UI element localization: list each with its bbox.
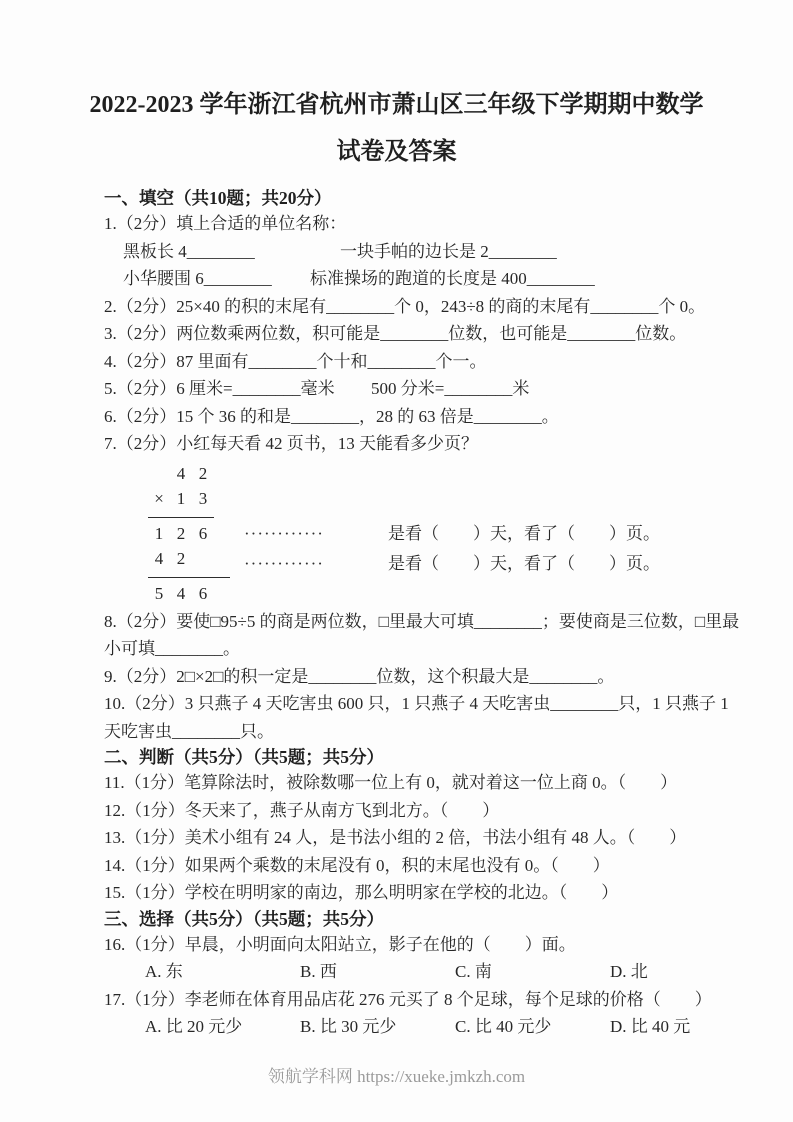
- digit-cell: [192, 545, 214, 573]
- digit-cell: [148, 460, 170, 488]
- section-heading-multiple-choice: 三、选择（共5分）（共5题；共5分）: [104, 908, 384, 929]
- question-16-option-a: A. 东: [145, 962, 183, 981]
- digit-cell: 4: [176, 464, 186, 483]
- question-1-row-2: [104, 265, 743, 293]
- question-1-blank-handkerchief: 一块手帕的边长是 2________: [340, 241, 557, 261]
- question-1-row-1: [104, 238, 743, 266]
- exam-content: [0, 176, 793, 1041]
- result-digits: [148, 580, 214, 608]
- multiplication-row-partial-1: [148, 518, 743, 548]
- partial-product-2-underline: [148, 545, 230, 578]
- multiply-sign: ×: [154, 489, 164, 508]
- question-6: 6.（2分）15 个 36 的和是________，28 的 63 倍是________。: [104, 406, 559, 426]
- digit-cell: 2: [176, 549, 186, 568]
- question-10: 10.（2分）3 只燕子 4 天吃害虫 600 只，1 只燕子 4 天吃害虫________只，1 只燕子 1 天吃害虫________只。: [104, 694, 729, 741]
- digit-cell: 3: [198, 489, 208, 508]
- question-14: 14.（1分）如果两个乘数的末尾没有 0，积的末尾也没有 0。（ ）: [104, 855, 610, 875]
- question-11: 11.（1分）笔算除法时，被除数哪一位上有 0，就对着这一位上商 0。（ ）: [104, 773, 678, 792]
- multiplier-digits: [148, 485, 214, 518]
- multiplication-row-partial-2: [148, 548, 743, 578]
- dotted-leader: ············: [244, 524, 324, 543]
- question-1: 1.（2分）填上合适的单位名称：: [104, 214, 347, 233]
- partial-product-2-digits: [148, 545, 214, 573]
- digit-cell: 6: [198, 524, 208, 543]
- question-5-cm-to-mm: 5.（2分）6 厘米=________毫米: [104, 379, 335, 398]
- digit-cell: 6: [198, 584, 208, 603]
- question-15: 15.（1分）学校在明明家的南边，那么明明家在学校的北边。（ ）: [104, 883, 619, 902]
- digit-cell: 1: [154, 524, 164, 543]
- question-16-option-d: D. 北: [610, 962, 648, 981]
- question-9: 9.（2分）2□×2□的积一定是________位数，这个积最大是________。: [104, 666, 615, 686]
- question-17-option-b: B. 比 30 元少: [300, 1017, 397, 1036]
- page-title-line-2: 试卷及答案: [336, 139, 457, 165]
- question-17-option-a: A. 比 20 元少: [145, 1017, 243, 1036]
- page-title: [0, 0, 793, 176]
- question-12: 12.（1分）冬天来了，燕子从南方飞到北方。（ ）: [104, 800, 500, 820]
- dotted-leader: ············: [244, 554, 324, 573]
- section-heading-true-false: 二、判断（共5分）（共5题；共5分）: [104, 747, 384, 767]
- question-17-option-c: C. 比 40 元少: [455, 1017, 552, 1036]
- question-16-options: [104, 958, 743, 986]
- multiplication-row-multiplicand: [148, 458, 743, 488]
- multiplicand-digits: [148, 460, 214, 488]
- question-17-options: [104, 1013, 743, 1041]
- footer-watermark: 领航学科网 https://xueke.jmkzh.com: [267, 1067, 526, 1086]
- question-16-option-b: B. 西: [300, 962, 337, 981]
- question-4: 4.（2分）87 里面有________个十和________个一。: [104, 351, 487, 371]
- question-8: 8.（2分）要使□95÷5 的商是两位数，□里最大可填________；要使商是三位数，□里最小可填________。: [104, 611, 740, 658]
- question-17: 17.（1分）李老师在体育用品店花 276 元买了 8 个足球，每个足球的价格（ ）: [104, 989, 712, 1009]
- question-16-option-c: C. 南: [455, 962, 492, 981]
- multiplication-row-result: [148, 578, 743, 608]
- question-1-blank-blackboard: 黑板长 4________: [123, 241, 255, 261]
- multiplication-row-multiplier: [148, 488, 743, 518]
- question-1-blank-track: 标准操场的跑道的长度是 400________: [310, 269, 595, 288]
- question-3: 3.（2分）两位数乘两位数，积可能是________位数，也可能是________位数。: [104, 324, 687, 343]
- partial-product-1-note: 是看（ ）天，看了（ ）页。: [388, 524, 660, 543]
- vertical-multiplication: [148, 458, 743, 608]
- question-16: 16.（1分）早晨，小明面向太阳站立，影子在他的（ ）面。: [104, 934, 576, 954]
- digit-cell: 4: [176, 584, 186, 603]
- digit-cell: 2: [198, 464, 208, 483]
- question-7: 7.（2分）小红每天看 42 页书，13 天能看多少页？: [104, 434, 478, 453]
- question-5-dm-to-m: 500 分米=________米: [371, 379, 530, 398]
- partial-product-2-note: 是看（ ）天，看了（ ）页。: [388, 554, 660, 573]
- question-1-blank-waist: 小华腰围 6________: [123, 269, 272, 288]
- section-heading-fill-blanks: 一、填空（共10题；共20分）: [104, 188, 332, 208]
- question-2: 2.（2分）25×40 的积的末尾有________个 0，243÷8 的商的末尾有________个 0。: [104, 296, 706, 316]
- partial-product-1-digits: [148, 520, 214, 548]
- digit-cell: 4: [154, 549, 164, 568]
- question-13: 13.（1分）美术小组有 24 人，是书法小组的 2 倍，书法小组有 48 人。（ ）: [104, 828, 687, 847]
- digit-cell: 5: [154, 584, 164, 603]
- question-17-option-d: D. 比 40 元: [610, 1017, 691, 1036]
- digit-cell: 1: [176, 489, 186, 508]
- digit-cell: 2: [176, 524, 186, 543]
- page-title-line-1: 2022-2023 学年浙江省杭州市萧山区三年级下学期期中数学: [89, 92, 704, 118]
- question-5: [104, 375, 743, 403]
